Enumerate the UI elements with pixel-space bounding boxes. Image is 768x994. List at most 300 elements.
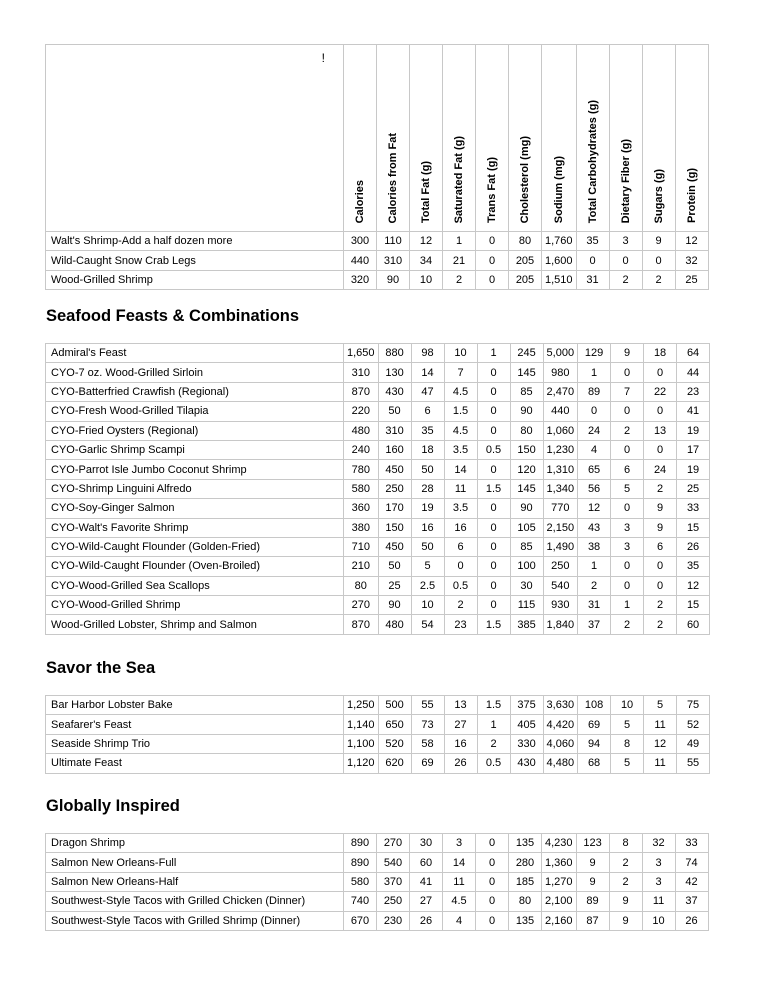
nutrient-value: 9 [644, 518, 677, 537]
nutrient-value: 0 [578, 402, 611, 421]
nutrient-value: 2 [644, 479, 677, 498]
item-name: Walt's Shrimp-Add a half dozen more [46, 232, 344, 251]
nutrient-value: 310 [378, 421, 411, 440]
nutrient-value: 4.5 [444, 382, 477, 401]
nutrient-value: 0 [477, 537, 510, 556]
nutrient-value: 26 [677, 537, 710, 556]
nutrient-value: 0 [609, 251, 642, 270]
item-name: CYO-Wild-Caught Flounder (Oven-Broiled) [46, 557, 344, 576]
section-title: Savor the Sea [46, 659, 156, 677]
nutrient-value: 620 [378, 754, 411, 773]
nutrient-value: 15 [677, 596, 710, 615]
nutrient-value: 170 [378, 499, 411, 518]
nutrient-value: 580 [344, 872, 377, 891]
item-name: Seafarer's Feast [46, 715, 344, 734]
nutrient-value: 280 [509, 853, 542, 872]
nutrient-value: 220 [344, 402, 379, 421]
nutrient-value: 16 [444, 734, 477, 753]
nutrient-value: 0 [477, 382, 510, 401]
nutrient-value: 1,120 [344, 754, 379, 773]
nutrient-value: 11 [444, 479, 477, 498]
nutrient-value: 55 [411, 696, 444, 715]
nutrient-value: 74 [675, 853, 708, 872]
nutrient-value: 50 [378, 557, 411, 576]
nutrient-value: 1.5 [477, 615, 510, 634]
nutrient-value: 30 [410, 834, 443, 853]
table-row [46, 754, 710, 773]
nutrient-value: 37 [578, 615, 611, 634]
nutrient-value: 9 [576, 853, 609, 872]
item-name: CYO-Wood-Grilled Shrimp [46, 596, 344, 615]
nutrient-value: 50 [378, 402, 411, 421]
nutrient-value: 0 [611, 363, 644, 382]
nutrient-value: 5 [611, 754, 644, 773]
nutrient-value: 10 [611, 696, 644, 715]
nutrient-value: 0 [444, 557, 477, 576]
nutrient-value: 0 [611, 576, 644, 595]
nutrient-value: 740 [344, 892, 377, 911]
nutrient-value: 2 [477, 734, 510, 753]
table-row [46, 911, 709, 930]
item-name: Wood-Grilled Lobster, Shrimp and Salmon [46, 615, 344, 634]
nutrient-value: 10 [410, 270, 443, 289]
item-name: Seaside Shrimp Trio [46, 734, 344, 753]
nutrient-value: 58 [411, 734, 444, 753]
nutrient-value: 6 [644, 537, 677, 556]
nutrient-value: 3.5 [444, 440, 477, 459]
nutrient-value: 69 [411, 754, 444, 773]
item-name: Admiral's Feast [46, 344, 344, 363]
nutrient-value: 440 [344, 251, 377, 270]
nutrient-value: 1,060 [543, 421, 578, 440]
nutrient-value: 0 [476, 232, 509, 251]
nutrient-value: 1 [578, 557, 611, 576]
nutrient-value: 670 [344, 911, 377, 930]
nutrient-value: 1,650 [344, 344, 379, 363]
nutrient-value: 11 [642, 892, 675, 911]
nutrient-value: 320 [344, 270, 377, 289]
item-name: Salmon New Orleans-Full [46, 853, 344, 872]
item-name: CYO-Shrimp Linguini Alfredo [46, 479, 344, 498]
section-title: Seafood Feasts & Combinations [46, 307, 300, 325]
table-row [46, 440, 710, 459]
table-row [46, 576, 710, 595]
nutrient-value: 205 [509, 251, 542, 270]
nutrient-value: 49 [677, 734, 710, 753]
nutrient-value: 26 [410, 911, 443, 930]
nutrient-value: 24 [644, 460, 677, 479]
nutrient-value: 60 [677, 615, 710, 634]
nutrient-value: 0 [476, 853, 509, 872]
nutrient-value: 19 [677, 421, 710, 440]
nutrient-value: 10 [642, 911, 675, 930]
nutrient-value: 3 [611, 537, 644, 556]
nutrient-value: 8 [609, 834, 642, 853]
nutrient-value: 450 [378, 537, 411, 556]
nutrient-value: 6 [444, 537, 477, 556]
item-name: Ultimate Feast [46, 754, 344, 773]
nutrient-value: 0 [611, 499, 644, 518]
nutrient-value: 90 [377, 270, 410, 289]
nutrient-value: 310 [377, 251, 410, 270]
nutrient-value: 11 [644, 754, 677, 773]
nutrient-value: 108 [578, 696, 611, 715]
nutrient-value: 35 [576, 232, 609, 251]
nutrient-value: 26 [444, 754, 477, 773]
nutrient-value: 5 [411, 557, 444, 576]
nutrient-value: 50 [411, 460, 444, 479]
item-name: CYO-Wild-Caught Flounder (Golden-Fried) [46, 537, 344, 556]
nutrient-value: 4,060 [543, 734, 578, 753]
nutrient-value: 0.5 [477, 754, 510, 773]
nutrient-value: 33 [675, 834, 708, 853]
nutrient-value: 44 [677, 363, 710, 382]
nutrient-value: 880 [378, 344, 411, 363]
table-row [46, 363, 710, 382]
nutrient-value: 240 [344, 440, 379, 459]
nutrient-value: 385 [510, 615, 543, 634]
nutrient-value: 480 [344, 421, 379, 440]
nutrient-value: 26 [675, 911, 708, 930]
nutrient-value: 110 [377, 232, 410, 251]
nutrient-value: 10 [444, 344, 477, 363]
column-header: Sugars (g) [642, 45, 675, 232]
nutrient-value: 780 [344, 460, 379, 479]
nutrient-value: 1,510 [542, 270, 577, 289]
nutrient-value: 12 [410, 232, 443, 251]
column-header: Protein (g) [675, 45, 708, 232]
nutrient-value: 185 [509, 872, 542, 891]
nutrient-value: 3 [609, 232, 642, 251]
nutrition-table-seafood-feasts [45, 343, 710, 635]
nutrient-value: 15 [677, 518, 710, 537]
table-row [46, 696, 710, 715]
nutrient-value: 135 [509, 834, 542, 853]
nutrient-value: 2 [443, 270, 476, 289]
nutrient-value: 3,630 [543, 696, 578, 715]
nutrient-value: 52 [677, 715, 710, 734]
nutrient-value: 1 [477, 715, 510, 734]
nutrient-value: 85 [510, 382, 543, 401]
nutrient-value: 80 [344, 576, 379, 595]
item-name: Bar Harbor Lobster Bake [46, 696, 344, 715]
nutrient-value: 1,230 [543, 440, 578, 459]
nutrient-value: 90 [378, 596, 411, 615]
nutrient-value: 1 [443, 232, 476, 251]
nutrient-value: 1,340 [543, 479, 578, 498]
nutrient-value: 770 [543, 499, 578, 518]
nutrient-value: 80 [510, 421, 543, 440]
nutrient-value: 12 [675, 232, 708, 251]
nutrient-value: 250 [378, 479, 411, 498]
nutrient-value: 65 [578, 460, 611, 479]
nutrient-value: 9 [576, 872, 609, 891]
nutrient-value: 1,600 [542, 251, 577, 270]
item-name: CYO-Garlic Shrimp Scampi [46, 440, 344, 459]
nutrient-value: 12 [644, 734, 677, 753]
table-row [46, 715, 710, 734]
nutrient-value: 330 [510, 734, 543, 753]
nutrient-value: 6 [611, 460, 644, 479]
nutrient-value: 380 [344, 518, 379, 537]
nutrient-value: 430 [378, 382, 411, 401]
section-title: Globally Inspired [46, 797, 180, 815]
nutrient-value: 9 [611, 344, 644, 363]
nutrient-value: 0.5 [477, 440, 510, 459]
table-row [46, 479, 710, 498]
column-header: Calories from Fat [377, 45, 410, 232]
nutrient-value: 930 [543, 596, 578, 615]
nutrient-value: 129 [578, 344, 611, 363]
item-name: CYO-Parrot Isle Jumbo Coconut Shrimp [46, 460, 344, 479]
nutrient-value: 540 [377, 853, 410, 872]
nutrient-value: 30 [510, 576, 543, 595]
nutrient-value: 32 [675, 251, 708, 270]
nutrition-table-savor-the-sea [45, 695, 710, 774]
nutrient-value: 4.5 [444, 421, 477, 440]
nutrient-value: 0 [644, 402, 677, 421]
nutrient-value: 13 [444, 696, 477, 715]
nutrient-value: 23 [677, 382, 710, 401]
nutrient-value: 105 [510, 518, 543, 537]
nutrient-value: 38 [578, 537, 611, 556]
nutrient-value: 27 [410, 892, 443, 911]
nutrient-value: 18 [411, 440, 444, 459]
item-name: Southwest-Style Tacos with Grilled Chicken (Dinner) [46, 892, 344, 911]
nutrient-value: 9 [609, 892, 642, 911]
column-header-row [46, 45, 709, 232]
nutrient-value: 3 [642, 872, 675, 891]
item-name: CYO-7 oz. Wood-Grilled Sirloin [46, 363, 344, 382]
nutrient-value: 250 [377, 892, 410, 911]
nutrient-value: 0 [477, 402, 510, 421]
nutrient-value: 7 [444, 363, 477, 382]
nutrient-value: 250 [543, 557, 578, 576]
nutrient-value: 440 [543, 402, 578, 421]
nutrient-value: 1.5 [477, 696, 510, 715]
nutrient-value: 0 [476, 872, 509, 891]
item-name: Wood-Grilled Shrimp [46, 270, 344, 289]
nutrient-value: 2,470 [543, 382, 578, 401]
nutrient-value: 270 [344, 596, 379, 615]
nutrient-value: 2 [611, 615, 644, 634]
nutrient-value: 60 [410, 853, 443, 872]
nutrient-value: 55 [677, 754, 710, 773]
nutrient-value: 3.5 [444, 499, 477, 518]
item-name: CYO-Batterfried Crawfish (Regional) [46, 382, 344, 401]
item-name: Dragon Shrimp [46, 834, 344, 853]
nutrient-value: 2 [609, 853, 642, 872]
nutrient-value: 18 [644, 344, 677, 363]
nutrient-value: 98 [411, 344, 444, 363]
nutrient-value: 540 [543, 576, 578, 595]
table-row [46, 892, 709, 911]
nutrient-value: 11 [644, 715, 677, 734]
nutrient-value: 22 [644, 382, 677, 401]
table-row [46, 270, 709, 289]
nutrient-value: 54 [411, 615, 444, 634]
table-row [46, 734, 710, 753]
nutrient-value: 47 [411, 382, 444, 401]
nutrient-value: 2,150 [543, 518, 578, 537]
nutrient-value: 5,000 [543, 344, 578, 363]
nutrient-value: 1,140 [344, 715, 379, 734]
nutrient-value: 405 [510, 715, 543, 734]
nutrient-value: 2 [644, 615, 677, 634]
nutrient-value: 34 [410, 251, 443, 270]
column-header: Total Fat (g) [410, 45, 443, 232]
nutrient-value: 9 [642, 232, 675, 251]
nutrient-value: 2 [642, 270, 675, 289]
nutrient-value: 3 [642, 853, 675, 872]
nutrient-value: 0 [611, 557, 644, 576]
nutrient-value: 0 [477, 499, 510, 518]
nutrient-value: 230 [377, 911, 410, 930]
item-name: CYO-Fried Oysters (Regional) [46, 421, 344, 440]
nutrient-value: 75 [677, 696, 710, 715]
nutrient-value: 56 [578, 479, 611, 498]
table-row [46, 421, 710, 440]
item-name: CYO-Soy-Ginger Salmon [46, 499, 344, 518]
nutrient-value: 27 [444, 715, 477, 734]
nutrient-value: 450 [378, 460, 411, 479]
nutrient-value: 1 [611, 596, 644, 615]
nutrient-value: 890 [344, 834, 377, 853]
nutrient-value: 37 [675, 892, 708, 911]
nutrient-value: 31 [576, 270, 609, 289]
nutrient-value: 69 [578, 715, 611, 734]
table-row [46, 460, 710, 479]
nutrient-value: 0 [477, 576, 510, 595]
nutrient-value: 6 [411, 402, 444, 421]
table-row [46, 382, 710, 401]
nutrient-value: 2 [609, 270, 642, 289]
table-row [46, 557, 710, 576]
nutrient-value: 480 [378, 615, 411, 634]
nutrient-value: 0 [477, 518, 510, 537]
nutrient-value: 2 [644, 596, 677, 615]
nutrient-value: 4,480 [543, 754, 578, 773]
column-header: Calories [344, 45, 377, 232]
table-row [46, 615, 710, 634]
nutrient-value: 870 [344, 382, 379, 401]
nutrient-value: 5 [611, 715, 644, 734]
nutrient-value: 205 [509, 270, 542, 289]
nutrient-value: 1,490 [543, 537, 578, 556]
nutrient-value: 41 [410, 872, 443, 891]
nutrient-value: 4 [578, 440, 611, 459]
corner-mark: ! [46, 45, 344, 232]
nutrient-value: 89 [576, 892, 609, 911]
nutrient-value: 890 [344, 853, 377, 872]
nutrient-value: 2.5 [411, 576, 444, 595]
nutrient-value: 2 [578, 576, 611, 595]
nutrient-value: 1,760 [542, 232, 577, 251]
nutrient-value: 90 [510, 402, 543, 421]
nutrient-value: 11 [443, 872, 476, 891]
table-row [46, 251, 709, 270]
nutrient-value: 980 [543, 363, 578, 382]
nutrient-value: 0 [644, 557, 677, 576]
column-header: Sodium (mg) [542, 45, 577, 232]
table-row [46, 499, 710, 518]
table-row [46, 232, 709, 251]
nutrient-value: 0 [477, 421, 510, 440]
column-header: Saturated Fat (g) [443, 45, 476, 232]
nutrient-value: 85 [510, 537, 543, 556]
nutrient-value: 145 [510, 479, 543, 498]
nutrient-value: 80 [509, 232, 542, 251]
nutrient-value: 21 [443, 251, 476, 270]
nutrient-value: 17 [677, 440, 710, 459]
nutrient-value: 500 [378, 696, 411, 715]
nutrient-value: 1.5 [477, 479, 510, 498]
nutrient-value: 0 [476, 251, 509, 270]
nutrient-value: 300 [344, 232, 377, 251]
nutrient-value: 120 [510, 460, 543, 479]
nutrient-value: 12 [677, 576, 710, 595]
nutrient-value: 520 [378, 734, 411, 753]
nutrient-value: 0 [642, 251, 675, 270]
item-name: CYO-Wood-Grilled Sea Scallops [46, 576, 344, 595]
nutrient-value: 25 [378, 576, 411, 595]
nutrient-value: 0 [477, 460, 510, 479]
nutrient-value: 4 [443, 911, 476, 930]
nutrient-value: 1.5 [444, 402, 477, 421]
nutrient-value: 16 [444, 518, 477, 537]
nutrient-value: 16 [411, 518, 444, 537]
item-name: Southwest-Style Tacos with Grilled Shrimp (Dinner) [46, 911, 344, 930]
nutrient-value: 0 [477, 596, 510, 615]
nutrient-value: 50 [411, 537, 444, 556]
nutrient-value: 0.5 [444, 576, 477, 595]
nutrient-value: 32 [642, 834, 675, 853]
nutrient-value: 0 [476, 834, 509, 853]
item-name: CYO-Walt's Favorite Shrimp [46, 518, 344, 537]
nutrient-value: 0 [477, 557, 510, 576]
item-name: Salmon New Orleans-Half [46, 872, 344, 891]
table-row [46, 834, 709, 853]
column-header: Trans Fat (g) [476, 45, 509, 232]
nutrient-value: 0 [644, 576, 677, 595]
nutrient-value: 375 [510, 696, 543, 715]
nutrient-value: 1,250 [344, 696, 379, 715]
nutrient-value: 28 [411, 479, 444, 498]
nutrient-value: 123 [576, 834, 609, 853]
item-name: CYO-Fresh Wood-Grilled Tilapia [46, 402, 344, 421]
table-row [46, 344, 710, 363]
nutrient-value: 23 [444, 615, 477, 634]
nutrient-value: 150 [378, 518, 411, 537]
nutrient-value: 33 [677, 499, 710, 518]
nutrient-value: 5 [644, 696, 677, 715]
nutrient-value: 650 [378, 715, 411, 734]
nutrient-value: 0 [644, 363, 677, 382]
nutrient-value: 270 [377, 834, 410, 853]
nutrient-value: 150 [510, 440, 543, 459]
column-header: Dietary Fiber (g) [609, 45, 642, 232]
nutrient-value: 1,100 [344, 734, 379, 753]
column-header: Cholesterol (mg) [509, 45, 542, 232]
nutrient-value: 4,230 [542, 834, 577, 853]
nutrient-value: 1,360 [542, 853, 577, 872]
nutrient-value: 24 [578, 421, 611, 440]
column-header: Total Carbohydrates (g) [576, 45, 609, 232]
nutrient-value: 43 [578, 518, 611, 537]
nutrient-value: 14 [444, 460, 477, 479]
nutrient-value: 870 [344, 615, 379, 634]
table-row [46, 537, 710, 556]
